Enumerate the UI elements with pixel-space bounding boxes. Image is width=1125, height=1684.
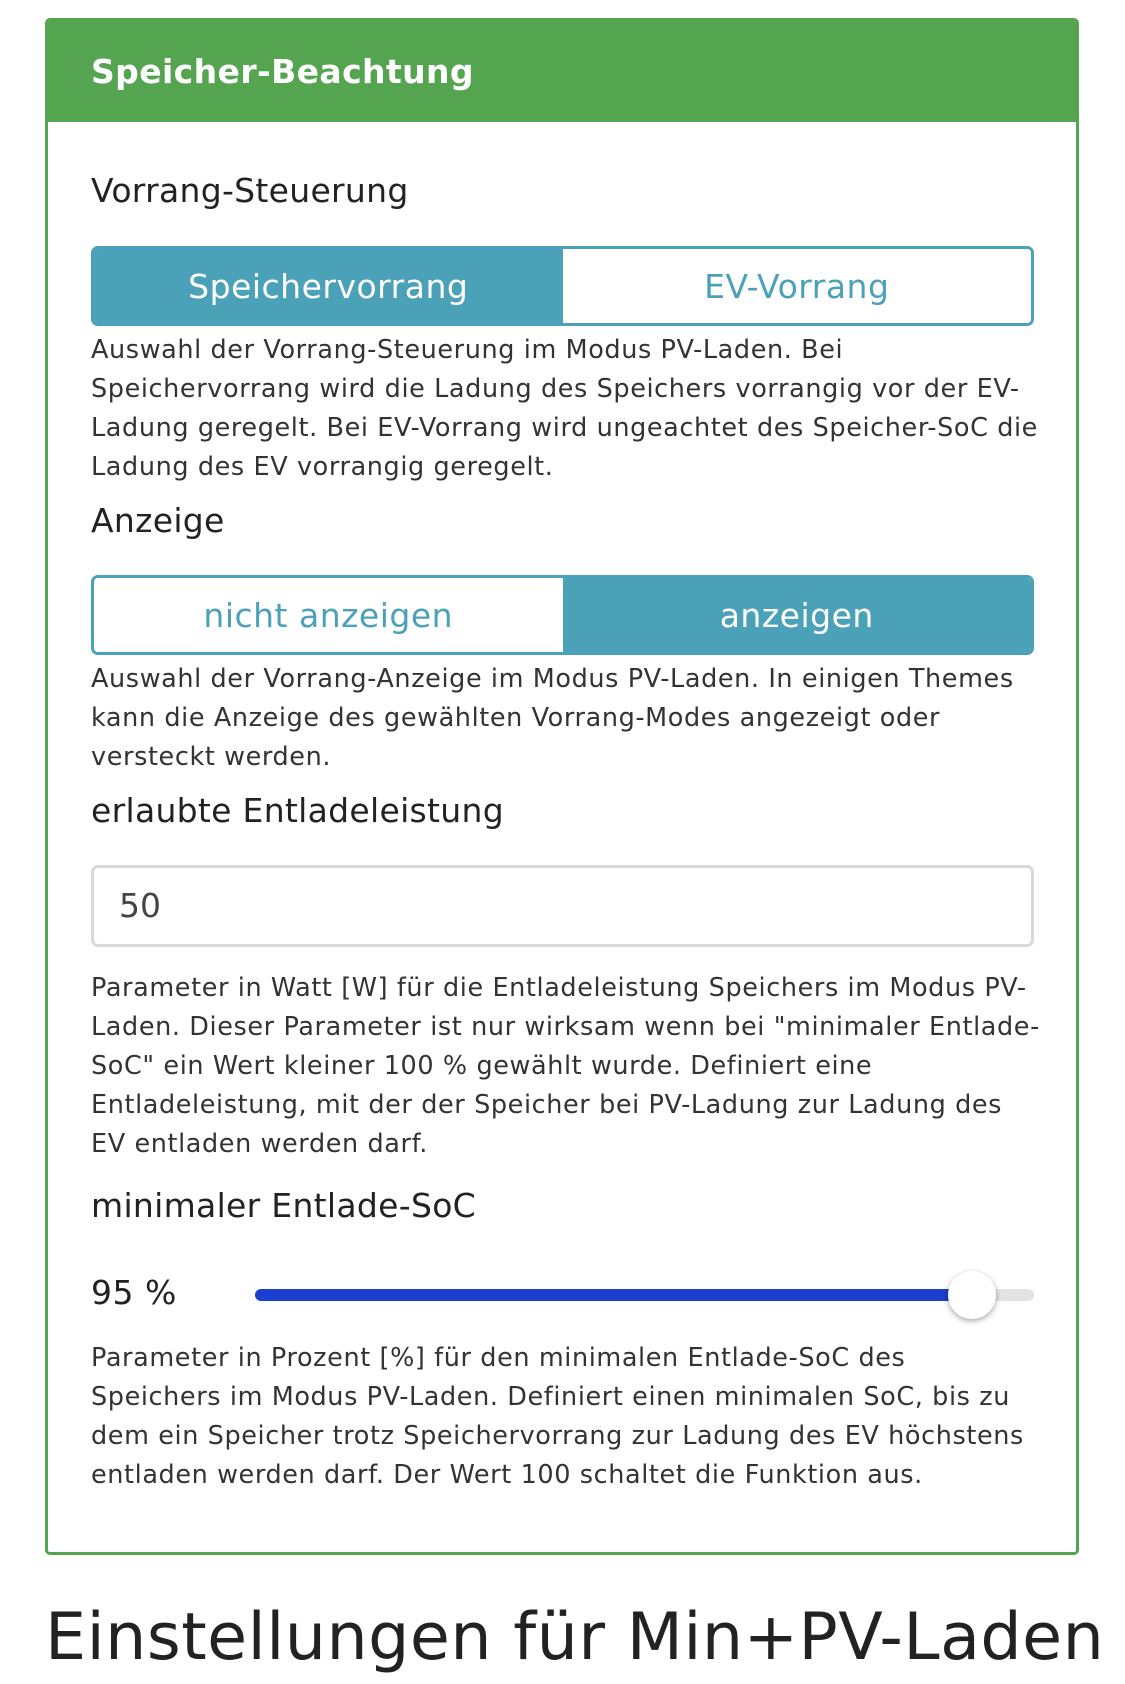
discharge-power-label: erlaubte Entladeleistung	[91, 791, 504, 830]
slider-fill	[255, 1289, 972, 1301]
show-display-button[interactable]: anzeigen	[563, 578, 1032, 652]
display-toggle-group	[91, 575, 1034, 655]
priority-toggle-group	[91, 246, 1034, 326]
section-heading: Einstellungen für Min+PV-Laden	[45, 1600, 1105, 1675]
display-help-text: Auswahl der Vorrang-Anzeige im Modus PV-Laden. In einigen Themes kann die Anzeige des gewählten Vorrang-Modes angezeigt oder versteckt werden.	[91, 664, 1014, 772]
ev-priority-button[interactable]: EV-Vorrang	[563, 249, 1032, 323]
min-soc-slider[interactable]	[255, 1273, 1034, 1317]
hide-display-button[interactable]: nicht anzeigen	[94, 578, 563, 652]
slider-thumb[interactable]	[948, 1271, 996, 1319]
min-soc-value: 95 %	[91, 1273, 177, 1312]
display-label: Anzeige	[91, 501, 225, 540]
priority-label: Vorrang-Steuerung	[91, 171, 409, 210]
storage-settings-card	[45, 18, 1079, 1555]
discharge-power-help-text: Parameter in Watt [W] für die Entladeleistung Speichers im Modus PV-Laden. Dieser Parameter ist nur wirksam wenn bei "minimaler Entlade-SoC" ein Wert kleiner 100 % gewählt wurde. Definiert eine Entladeleistung, mit der der Speicher bei PV-Ladung zur Ladung des EV entladen werden darf.	[91, 973, 1040, 1159]
priority-help-text: Auswahl der Vorrang-Steuerung im Modus PV-Laden. Bei Speichervorrang wird die Ladung des Speichers vorrangig vor der EV-Ladung geregelt. Bei EV-Vorrang wird ungeachtet des Speicher-SoC die Ladung des EV vorrangig geregelt.	[91, 335, 1038, 482]
min-soc-label: minimaler Entlade-SoC	[91, 1186, 477, 1225]
min-soc-help-text: Parameter in Prozent [%] für den minimalen Entlade-SoC des Speichers im Modus PV-Laden. Definiert einen minimalen SoC, bis zu dem ein Speicher trotz Speichervorrang zur Ladung des EV höchstens entladen werden darf. Der Wert 100 schaltet die Funktion aus.	[91, 1343, 1024, 1490]
discharge-power-input[interactable]: 50	[91, 865, 1034, 947]
storage-priority-button[interactable]: Speichervorrang	[94, 249, 563, 323]
card-header: Speicher-Beachtung	[48, 21, 1076, 122]
